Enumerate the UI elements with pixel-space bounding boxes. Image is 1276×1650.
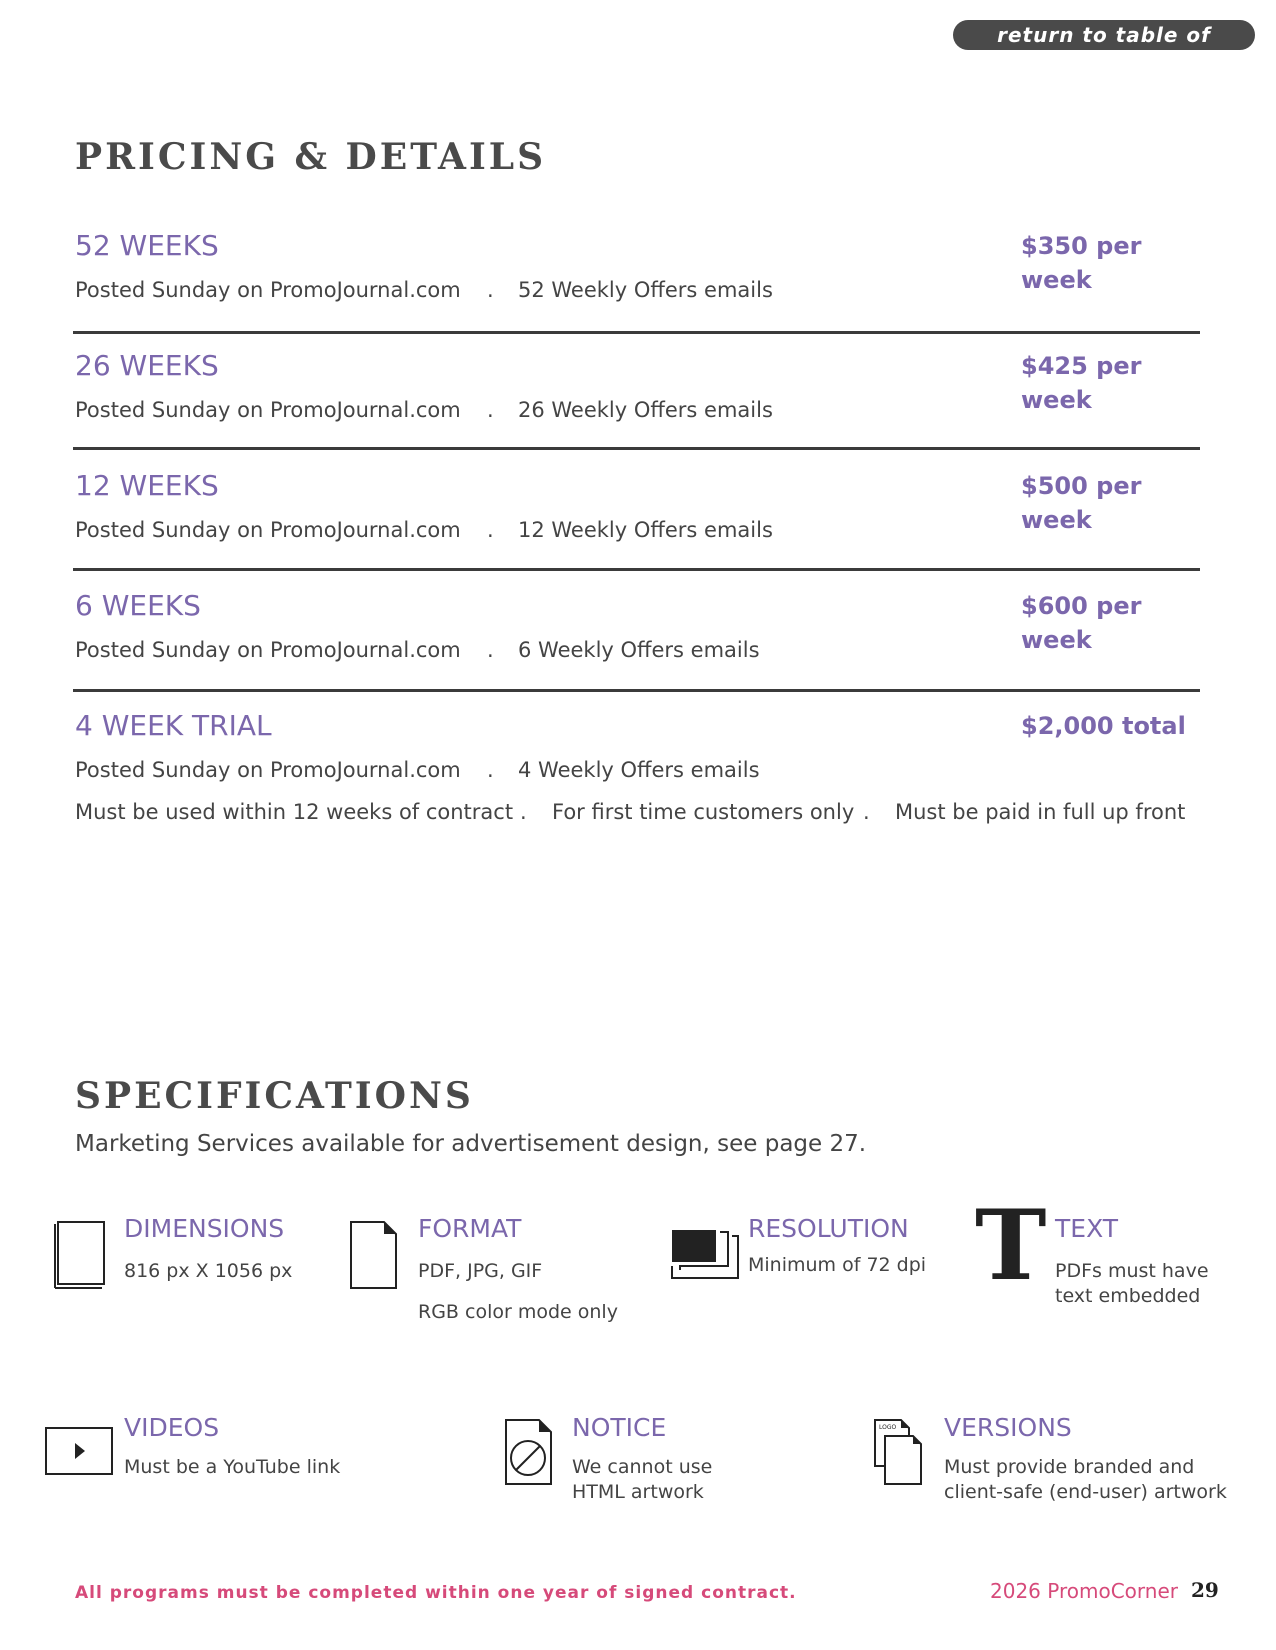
spec-line: 816 px X 1056 px: [124, 1260, 293, 1282]
detail-emails: 12 Weekly Offers emails: [518, 518, 773, 542]
versions-logo-label: LOGO: [879, 1424, 897, 1431]
spec-head: VIDEOS: [124, 1413, 220, 1442]
spec-line: HTML artwork: [572, 1481, 704, 1503]
pricing-row-title: 52 WEEKS: [75, 229, 219, 262]
spec-line: RGB color mode only: [418, 1301, 618, 1323]
pricing-row-price: $600 per week: [1021, 592, 1142, 654]
detail-emails: 6 Weekly Offers emails: [518, 638, 760, 662]
pricing-row-price: $425 per week: [1021, 352, 1142, 414]
detail-website: Posted Sunday on PromoJournal.com: [75, 638, 461, 662]
trial-term: Must be used within 12 weeks of contract: [75, 800, 514, 824]
detail-website: Posted Sunday on PromoJournal.com: [75, 758, 461, 782]
detail-separator: .: [487, 398, 494, 422]
spec-line: PDFs must have: [1055, 1260, 1209, 1282]
spec-head: TEXT: [1055, 1214, 1119, 1243]
pricing-row-price: $2,000 total: [1021, 712, 1186, 740]
dimensions-icon: [52, 1220, 108, 1292]
divider: [73, 447, 1200, 450]
spec-line: text embedded: [1055, 1285, 1201, 1307]
detail-website: Posted Sunday on PromoJournal.com: [75, 398, 461, 422]
detail-separator: .: [487, 638, 494, 662]
spec-head: FORMAT: [418, 1214, 522, 1243]
trial-term: For first time customers only: [552, 800, 855, 824]
spec-head: NOTICE: [572, 1413, 667, 1442]
detail-website: Posted Sunday on PromoJournal.com: [75, 278, 461, 302]
pricing-row-title: 12 WEEKS: [75, 469, 219, 502]
specifications-title: SPECIFICATIONS: [75, 1075, 474, 1117]
detail-separator: .: [487, 278, 494, 302]
spec-head: DIMENSIONS: [124, 1214, 285, 1243]
spec-head: RESOLUTION: [748, 1214, 909, 1243]
no-html-icon: [503, 1418, 555, 1488]
video-play-icon: [44, 1426, 114, 1476]
spec-head: VERSIONS: [944, 1413, 1072, 1442]
detail-website: Posted Sunday on PromoJournal.com: [75, 518, 461, 542]
pricing-row-title: 26 WEEKS: [75, 349, 219, 382]
spec-line: We cannot use: [572, 1456, 713, 1478]
footer-note: All programs must be completed within one year of signed contract.: [75, 1583, 797, 1603]
spec-line: Must be a YouTube link: [124, 1456, 341, 1478]
detail-separator: .: [487, 758, 494, 782]
pricing-row-title: 6 WEEKS: [75, 589, 201, 622]
spec-line: client-safe (end-user) artwork: [944, 1481, 1227, 1503]
text-icon: T: [975, 1189, 1047, 1302]
detail-emails: 52 Weekly Offers emails: [518, 278, 773, 302]
specifications-intro: Marketing Services available for advertisement design, see page 27.: [75, 1131, 867, 1157]
detail-emails: 4 Weekly Offers emails: [518, 758, 760, 782]
spec-line: PDF, JPG, GIF: [418, 1260, 543, 1282]
spec-line: Minimum of 72 dpi: [748, 1254, 927, 1276]
return-to-toc-button[interactable]: return to table of contents: [953, 20, 1255, 50]
trial-term: Must be paid in full up front: [895, 800, 1186, 824]
document-icon: [348, 1220, 400, 1292]
footer-brand: 2026 PromoCorner: [990, 1579, 1178, 1603]
versions-icon: [873, 1418, 925, 1488]
detail-emails: 26 Weekly Offers emails: [518, 398, 773, 422]
divider: [73, 331, 1200, 334]
resolution-icon: [670, 1228, 742, 1284]
divider: [73, 568, 1200, 571]
pricing-title: PRICING & DETAILS: [75, 136, 547, 178]
pricing-row-price: $350 per week: [1021, 232, 1142, 294]
page-number: 29: [1191, 1578, 1219, 1602]
detail-separator: .: [520, 800, 527, 824]
detail-separator: .: [487, 518, 494, 542]
divider: [73, 689, 1200, 692]
pricing-row-title: 4 WEEK TRIAL: [75, 709, 272, 742]
spec-line: Must provide branded and: [944, 1456, 1195, 1478]
detail-separator: .: [863, 800, 870, 824]
pricing-row-price: $500 per week: [1021, 472, 1142, 534]
